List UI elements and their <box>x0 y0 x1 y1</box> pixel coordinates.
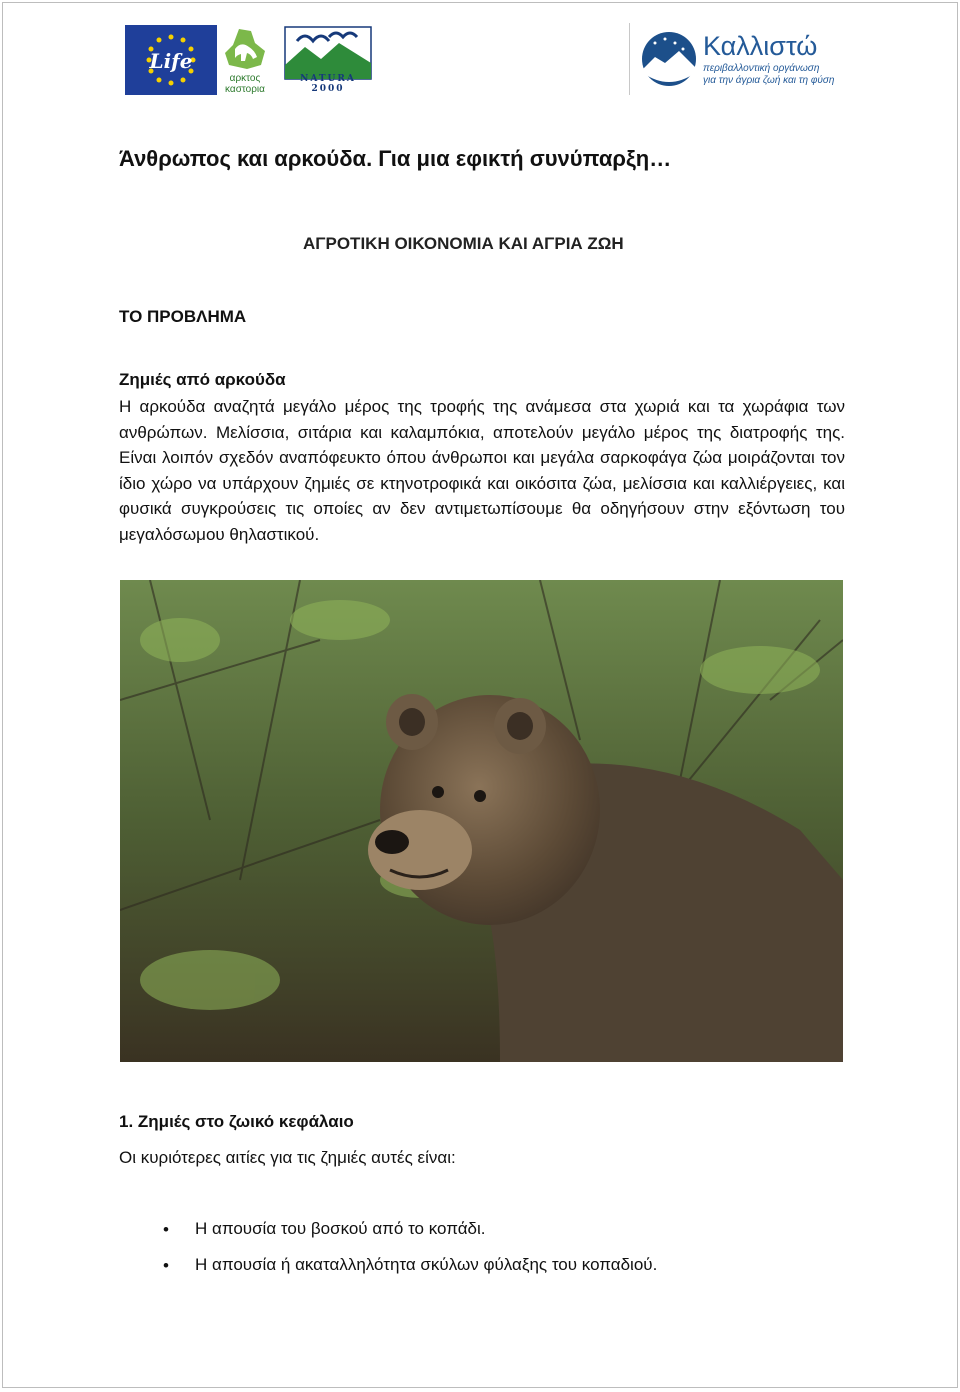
kallisto-tagline-2: για την άγρια ζωή και τη φύση <box>703 75 835 86</box>
brown-bear-image <box>120 580 843 1062</box>
kallisto-name: Καλλιστώ <box>703 31 818 61</box>
life-eu-logo <box>125 25 217 95</box>
life-logo-text: Life <box>149 49 193 73</box>
list-item <box>119 1219 657 1255</box>
causes-list <box>119 1219 657 1291</box>
list-item <box>119 1255 657 1291</box>
natura-2000-logo <box>283 25 373 95</box>
list-item-text: Η απουσία ή ακαταλληλότητα σκύλων φύλαξης του κοπαδιού. <box>195 1255 658 1274</box>
damages-paragraph: Η αρκούδα αναζητά μεγάλο μέρος της τροφής της ανάμεσα στα χωριά και τα χωράφια των ανθρώπων. Μελίσσια, σιτάρια και καλαμπόκια, αποτελούν μεγάλο μέρος της διατροφής της. Είναι λοιπόν σχεδόν αναπόφευκτο όπου άνθρωποι και μεγάλα σαρκοφάγα ζώα μοιράζονται τον ίδιο χώρο να υπάρχουν ζημιές σε κτηνοτροφικά και οικόσιτα ζώα, μελίσσια και καλλιέργειες, και φυσικά συγκρούσεις τις οποίες αν δεν αντιμετωπίσουμε θα οδηγήσουν στην εξόντωση του μεγαλόσωμου θηλαστικού. <box>119 397 845 544</box>
bullet-icon: • <box>163 1256 169 1275</box>
arktos-kastoria-logo <box>221 25 269 95</box>
kallisto-logo <box>639 29 839 89</box>
causes-intro: Οι κυριότερες αιτίες για τις ζημιές αυτές είναι: <box>119 1148 456 1167</box>
arktos-caption-2: καστορια <box>225 84 265 95</box>
damages-subheading: Ζημιές από αρκούδα <box>119 370 286 389</box>
list-item-text: Η απουσία του βοσκού από το κοπάδι. <box>195 1219 486 1238</box>
arktos-caption-1: αρκτος <box>229 73 261 84</box>
page-title: Άνθρωπος και αρκούδα. Για μια εφικτή συνύπαρξη… <box>119 146 672 171</box>
kallisto-tagline-1: περιβαλλοντική οργάνωση <box>703 63 820 74</box>
bear-silhouette-icon <box>221 25 269 71</box>
livestock-damages-heading: 1. Ζημιές στο ζωικό κεφάλαιο <box>119 1112 354 1131</box>
kallisto-emblem-icon <box>639 29 699 89</box>
natura-birds-icon <box>283 25 373 81</box>
section-heading: ΑΓΡΟΤΙΚΗ ΟΙΚΟΝΟΜΙΑ ΚΑΙ ΑΓΡΙΑ ΖΩΗ <box>303 234 624 253</box>
header-divider <box>629 23 630 95</box>
problem-heading: ΤΟ ΠΡΟΒΛΗΜΑ <box>119 307 247 326</box>
natura-caption: NATURA 2000 <box>300 74 356 94</box>
bear-photo <box>120 580 843 1062</box>
bullet-icon: • <box>163 1220 169 1239</box>
document-page <box>2 2 958 1388</box>
